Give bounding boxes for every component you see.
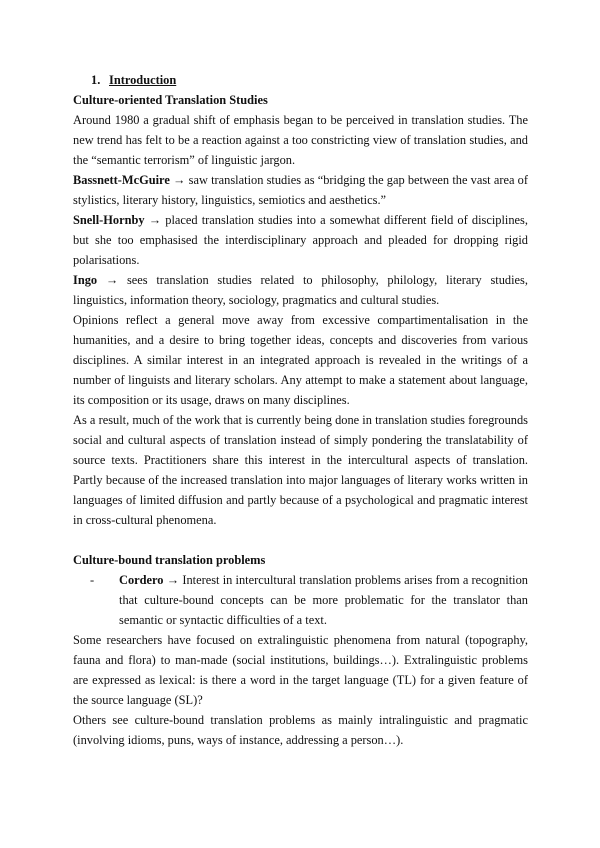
section-heading [91,70,528,90]
paragraph: Around 1980 a gradual shift of emphasis began to be perceived in translation studies. The new trend has felt to be a reaction against a too constricting view of translation studies, and the “semantic terrorism” of linguistic jargon. [73,113,528,167]
heading-number: 1. [91,73,101,87]
subsection-title: Culture-oriented Translation Studies [73,93,268,107]
document-page [73,70,528,750]
author-entry [73,170,528,210]
arrow-icon: → [105,273,119,287]
arrow-icon: → [173,173,186,187]
bullet-item [73,570,528,630]
subsection-title: Culture-bound translation problems [73,553,266,567]
paragraph: As a result, much of the work that is currently being done in translation studies foregrounds social and cultural aspects of translation instead of simply pondering the translatability of source texts. Practitioners share this interest in the intercultural aspects of translation. Partly because of the increased translation into major languages of literary works written in languages of limited diffusion and partly because of a psychological and pragmatic interest in cross-cultural phenomena. [73,413,528,527]
entry-text: saw translation studies as “bridging the gap between the vast area of stylistics, literary history, linguistics, semiotics and aesthetics.” [73,173,528,207]
entry-text: placed translation studies into a somewhat different field of disciplines, but she too emphasised the interdisciplinary approach and pleaded for dropping rigid polarisations. [73,213,528,267]
arrow-icon: → [166,573,180,587]
arrow-icon: → [148,213,162,227]
spacer [73,530,528,550]
author-name: Bassnett-McGuire [73,173,170,187]
author-entry [73,210,528,270]
author-name: Snell-Hornby [73,213,145,227]
paragraph: Others see culture-bound translation problems as mainly intralinguistic and pragmatic (involving idioms, puns, ways of instance, addressing a person…). [73,713,528,747]
entry-text: Interest in intercultural translation problems arises from a recognition that culture-bound concepts can be more problematic for the translator than semantic or syntactic difficulties of a text. [119,573,528,627]
heading-title: Introduction [109,73,177,87]
author-name: Cordero [119,573,164,587]
author-entry [73,270,528,310]
author-name: Ingo [73,273,98,287]
entry-text: sees translation studies related to philosophy, philology, literary studies, linguistics, information theory, sociology, pragmatics and cultural studies. [73,273,528,307]
dash-bullet-icon: - [90,573,95,587]
paragraph: Opinions reflect a general move away from excessive compartimentalisation in the humanities, and a desire to bring together ideas, concepts and discoveries from various disciplines. A similar interest in an integrated approach is revealed in the writings of a number of linguists and literary scholars. Any attempt to make a statement about language, its composition or its usage, draws on many disciplines. [73,313,528,407]
paragraph: Some researchers have focused on extralinguistic phenomena from natural (topography, fauna and flora) to man-made (social institutions, buildings…). Extralinguistic problems are expressed as lexical: is there a word in the target language (TL) for a given feature of the source language (SL)? [73,633,528,707]
